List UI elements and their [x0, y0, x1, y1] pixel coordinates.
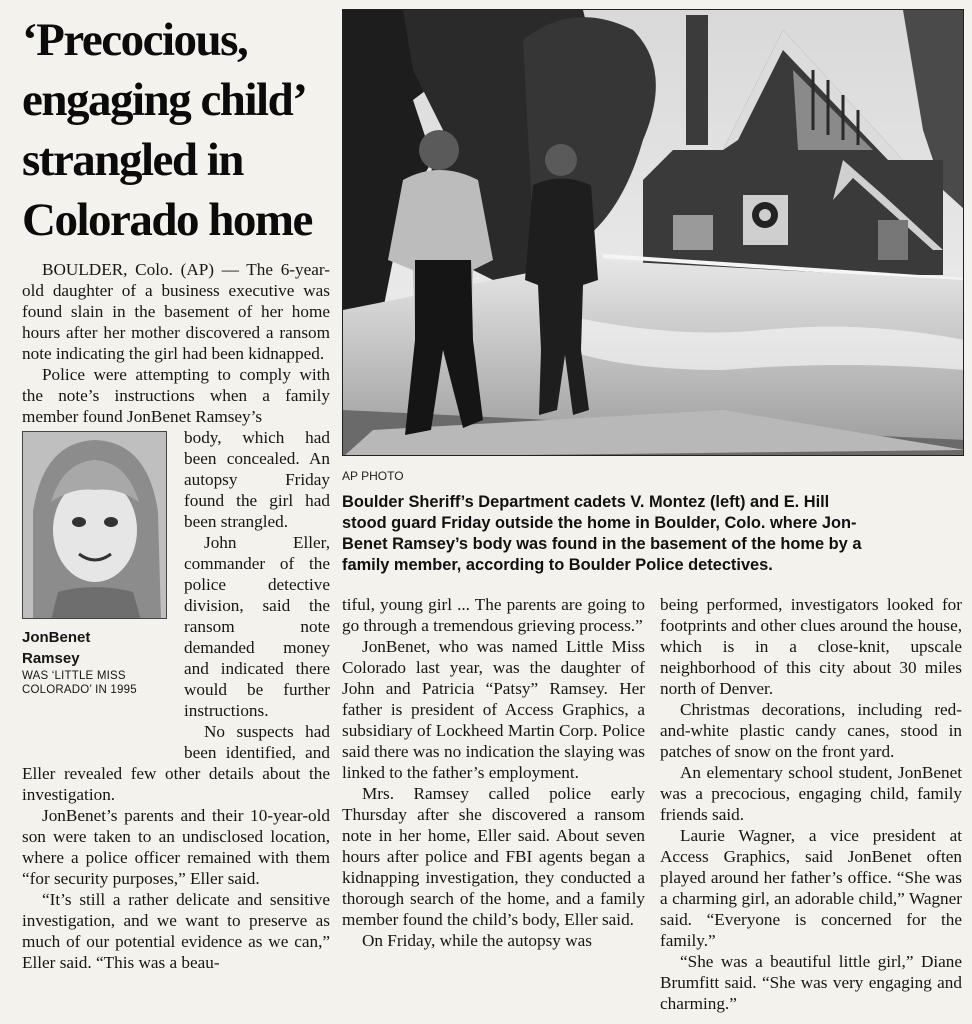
portrait-block: [22, 427, 178, 745]
headline: [22, 10, 334, 250]
headline-line: engaging child’: [22, 74, 307, 126]
headline-line: strangled in: [22, 134, 243, 186]
article-column-2: [342, 594, 645, 951]
headline-line: ‘Precocious,: [22, 14, 248, 66]
caption-line: Benet Ramsey’s body was found in the basement of the home by a: [342, 535, 862, 553]
article-paragraph: “It’s still a rather delicate and sensitive investigation, and we want to preserve as much of our potential evidence as we can,” Eller said. “This was a beau-: [22, 890, 330, 972]
caption-line: family member, according to Boulder Police detectives.: [342, 556, 773, 574]
article-paragraph-cont: body, which had been concealed. An autopsy Friday found the girl had been strangled.: [184, 428, 330, 531]
photo-credit: AP PHOTO: [342, 469, 404, 483]
article-paragraph: On Friday, while the autopsy was: [362, 931, 592, 950]
article-paragraph: JonBenet, who was named Little Miss Colorado last year, was the daughter of John and Patricia “Patsy” Ramsey. Her father is president of Access Graphics, a subsidiary of Lockheed Martin Corp. Police said there was no indication the slaying was linked to the father’s employment.: [342, 637, 645, 782]
house-scene-image: [343, 10, 964, 456]
caption-line: Boulder Sheriff’s Department cadets V. Montez (left) and E. Hill: [342, 493, 830, 511]
article-paragraph: JonBenet’s parents and their 10-year-old son were taken to an undisclosed location, where a police officer remained with them “for security purposes,” Eller said.: [22, 806, 330, 888]
article-paragraph-cont: being performed, investigators looked for footprints and other clues around the house, which is in a close-knit, upscale neighborhood of this city about 30 miles north of Denver.: [660, 595, 962, 698]
portrait-caption: WAS ‘LITTLE MISS COLORADO’ IN 1995: [22, 670, 137, 696]
article-paragraph: BOULDER, Colo. (AP) — The 6-year-old daughter of a business executive was found slain in the basement of her home hours after her mother discovered a ransom note indicating the girl had been kidnapped.: [22, 260, 330, 363]
article-paragraph-cont: tiful, young girl ... The parents are going to go through a tremendous grieving process.”: [342, 595, 645, 635]
article-column-1: [22, 259, 330, 973]
main-news-photo: [342, 9, 964, 456]
child-portrait-image: [23, 432, 167, 619]
article-paragraph: No suspects had been identified, and Eller revealed few other details about the investigation.: [22, 722, 330, 804]
article-paragraph: John Eller, commander of the police detective division, said the ransom note demanded money and indicated there would be further instructions.: [184, 533, 330, 720]
article-paragraph: “She was a beautiful little girl,” Diane Brumfitt said. “She was very engaging and charming.”: [660, 952, 962, 1013]
article-paragraph: Christmas decorations, including red-and-white plastic candy canes, stood in patches of snow on the front yard.: [660, 700, 962, 761]
article-paragraph: Laurie Wagner, a vice president at Access Graphics, said JonBenet often played around her father’s office. “She was a charming girl, an adorable child,” Wagner said. “Everyone is concerned for the family.”: [660, 826, 962, 950]
caption-line: stood guard Friday outside the home in Boulder, Colo. where Jon-: [342, 514, 857, 532]
article-paragraph: Mrs. Ramsey called police early Thursday after she discovered a ransom note in her home, Eller said. About seven hours after police and FBI agents began a kidnapping investigation, they conducted a thorough search of the home, and a family member found the child’s body, Eller said.: [342, 784, 645, 929]
photo-caption: [342, 492, 968, 576]
portrait-photo: [22, 431, 167, 619]
article-paragraph: An elementary school student, JonBenet was a precocious, engaging child, family friends said.: [660, 763, 962, 824]
portrait-name-line2: Ramsey: [22, 650, 80, 667]
headline-line: Colorado home: [22, 194, 312, 246]
portrait-name-line1: JonBenet: [22, 629, 91, 646]
article-column-3: [660, 594, 962, 1014]
article-paragraph: Police were attempting to comply with the note’s instructions when a family member found JonBenet Ramsey’s: [22, 365, 330, 426]
